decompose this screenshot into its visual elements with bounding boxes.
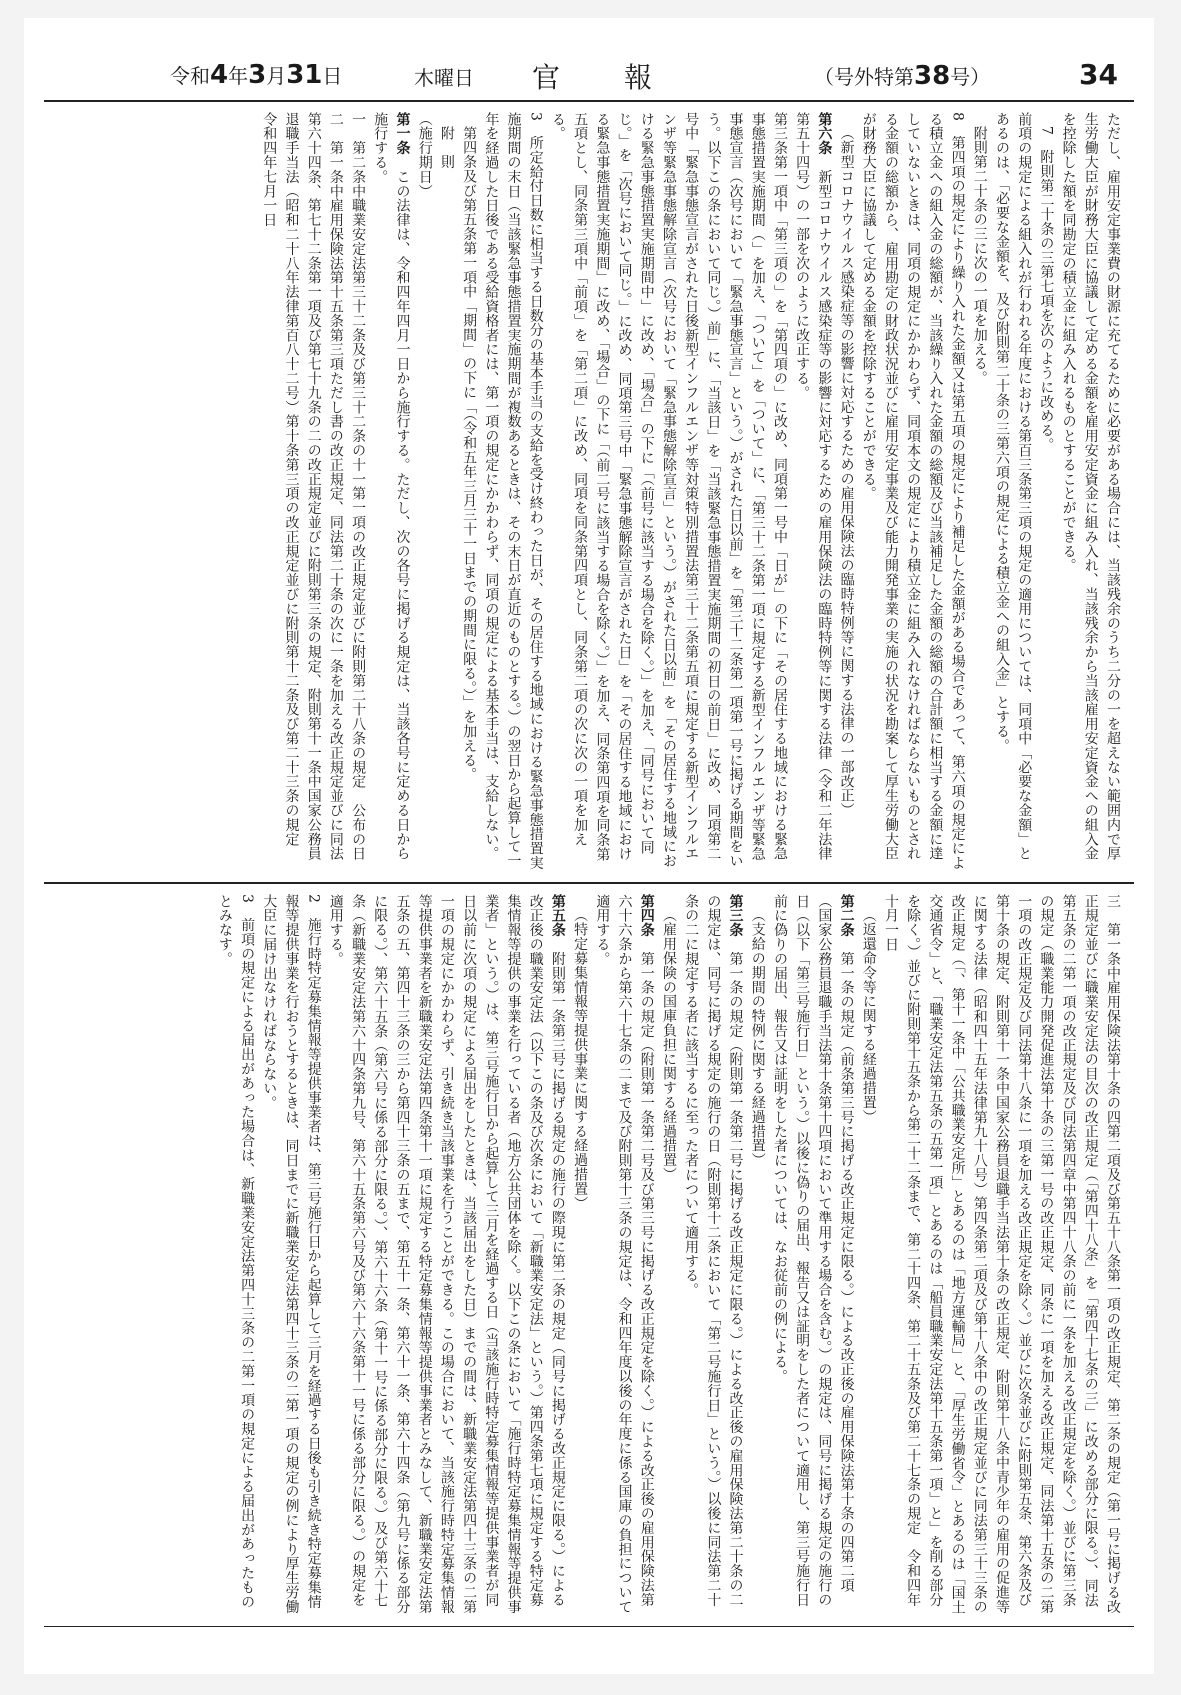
body-paragraph: 第三条第一項中「第三項の」を「第四項の」に改め、同項第一号中「日が」の下に「その居住する地域における緊急事態措置実施期間（」を加え、「ついて」を「ついて」に、「第三十二条第一項に規定する新型インフルエンザ等緊急事態宣言（次号において「緊急事態宣言」という。）がされた日以前」を「第三十二条第一項第一号に掲げる期間をいう。以下この条において同じ。）前」に、「当該日」を「当該緊急事態措置実施期間の初日の前日」に改め、同項第二号中「緊急事態宣言がされた日後新型インフルエンザ等対策特別措置法第三十二条第五項に規定する新型インフルエンザ等緊急事態解除宣言（次号において「緊急事態解除宣言」という。）がされた日以前」を「その居住する地域における緊急事態措置実施期間中」に改め、「場合」の下に「（前号に該当する場合を除く。）」を加え、「同号において同じ。」を「次号において同じ。」に改め、同項第三号中「緊急事態解除宣言がされた日」を「その居住する地域における緊急事態措置実施期間」に改め、「場合」の下に「（前二号に該当する場合を除く。）」を加え、同条第四項を同条第五項とし、同条第三項中「前項」を「第二項」に改め、同項を同条第四項とし、同条第二項の次に次の一項を加える。 bbox=[549, 112, 788, 869]
article-text: 第一条の規定（附則第一条第二号及び第三号に掲げる改正規定を除く。）による改正後の雇用保険法第六十六条から第六十七条の二まで及び附則第十三条の規定は、令和四年度以後の年度に係る国庫の負担について適用する。 bbox=[594, 894, 655, 1614]
heading-line: 7 附則第二十条の三第七項を次のように改める。 bbox=[1038, 126, 1055, 453]
weekday: 木曜日 bbox=[414, 66, 474, 90]
article-text: 新型コロナウイルス感染症等の影響に対応するための雇用保険法の臨時特例等に関する法律（令和二年法律第五十四号）の一部を次のように改正する。 bbox=[794, 112, 833, 861]
body-paragraph: ただし、雇用安定事業費の財源に充てるために必要がある場合には、当該残余のうち二分の一を超えない範囲内で厚生労働大臣が財務大臣に協議して定める金額を雇用安定資金に組み入れ、当該残余から当該雇用安定資金への組入金を控除した額を同勘定の積立金に組み入れるものとすることができる。 bbox=[1060, 112, 1121, 861]
page-header bbox=[44, 52, 1134, 96]
issue-date: 令和4年3月31日 bbox=[170, 60, 343, 90]
article-paragraph bbox=[591, 894, 658, 1618]
page-number: 34 bbox=[1079, 58, 1118, 91]
article-paragraph bbox=[369, 112, 413, 872]
heading-line: 附 則 bbox=[438, 126, 455, 170]
section-divider bbox=[44, 882, 1134, 884]
footer-rule bbox=[44, 1626, 1134, 1627]
article-label: 第一条 bbox=[394, 112, 411, 156]
body-paragraph: 8 第四項の規定により繰り入れた金額又は第五項の規定により補足した金額がある場合であって、第六項の規定による積立金への組入金の総額が、当該繰り入れた金額の総額及び当該補足した金額の総額の合計額に相当する金額に達していないときは、同項の規定にかかわらず、同項本文の規定により積立金に組み入れなければならないものとされる金額の総額から、雇用勘定の財政状況並びに雇用安定事業及び能力開発事業の実施の状況を勘案して厚生労働大臣が財務大臣に協議して定める金額を控除することができる。 bbox=[860, 112, 966, 871]
gazette-title: 官報 bbox=[532, 61, 717, 94]
body-paragraph: 3 前項の規定による届出があった場合は、新職業安定法第四十三条の二第一項の規定による届出があったものとみなす。 bbox=[216, 894, 256, 1609]
article-label: 第六条 bbox=[816, 112, 833, 156]
article-label: 第三条 bbox=[727, 894, 744, 938]
header-rule bbox=[44, 100, 1134, 102]
article-text: 附則第一条第三号に掲げる規定の施行の際現に第二条の規定（同号に掲げる改正規定に限る。）による改正後の職業安定法（以下この条及び次条において「新職業安定法」という。）第四条第七項に規定する特定募集情報等提供の事業を行っている者（地方公共団体を除く。以下この条において「施行時特定募集情報等提供事業者」という。）は、第三号施行日から起算して三月を経過する日（当該施行時特定募集情報等提供事業者が同日以前に次項の規定による届出をしたときは、当該届出をした日）までの間は、新職業安定法第四十三条の二第一項の規定にかかわらず、引き続き当該事業を行うことができる。この場合において、当該施行時特定募集情報等提供事業者を新職業安定法第四条第十一項に規定する特定募集情報等提供事業者とみなして、新職業安定法第五条の五、第四十三条の三から第四十三条の五まで、第五十一条、第六十一条、第六十四条（第九号に係る部分に限る。）、第六十五条（第六号に係る部分に限る。）、第六十六条（第十一号に係る部分に限る。）及び第六十七条（新職業安定法第六十四条第九号、第六十五条第六号及び第六十六条第十一号に係る部分に限る。）の規定を適用する。 bbox=[327, 894, 566, 1614]
body-paragraph: （施行期日） bbox=[416, 112, 433, 199]
heading-line: 附則第二十条の三に次の一項を加える。 bbox=[971, 126, 988, 386]
article-text: 第一条の規定（前条第三号に掲げる改正規定に限る。）による改正後の雇用保険法第十条の四第二項（国家公務員退職手当法第十条第十四項において準用する場合を含む。）の規定は、同号に掲げる規定の施行の日（以下「第三号施行日」という。）以後に偽りの届出、報告又は証明をした者について適用し、第三号施行日前に偽りの届出、報告又は証明をした者については、なお従前の例による。 bbox=[771, 894, 855, 1607]
body-paragraph: 2 施行時特定募集情報等提供事業者は、第三号施行日から起算して三月を経過する日後も引き続き特定募集情報等提供事業を行おうとするときは、同日までに新職業安定法第四十三条の二第一項の規定の例により厚生労働大臣に届け出なければならない。 bbox=[261, 894, 322, 1614]
heading-line: 第四条及び第五条第一項中「期間」の下に「（令和五年三月三十一日までの期間に限る。）」を加える。 bbox=[461, 126, 478, 782]
heading-line: （支給の期間の特例に関する経過措置） bbox=[749, 908, 766, 1168]
article-paragraph bbox=[680, 894, 747, 1618]
article-text: この法律は、令和四年四月一日から施行する。ただし、次の各号に掲げる規定は、当該各号に定める日から施行する。 bbox=[372, 112, 411, 861]
gazette-page bbox=[24, 18, 1154, 1674]
heading-line: （雇用保険の国庫負担に関する経過措置） bbox=[660, 908, 677, 1182]
article-label: 第五条 bbox=[549, 894, 566, 938]
heading-line: （返還命令等に関する経過措置） bbox=[860, 908, 877, 1124]
article-paragraph bbox=[325, 894, 569, 1618]
article-paragraph bbox=[769, 894, 858, 1618]
article-label: 第四条 bbox=[638, 894, 655, 938]
upper-text-block bbox=[60, 112, 1124, 872]
body-paragraph: 三 第一条中雇用保険法第十条の四第二項及び第五十八条第一項の改正規定、第二条の規定（第一号に掲げる改正規定並びに職業安定法の目次の改正規定（「第四十八条」を「第四十七条の三」に改める部分に限る。）、同法第五条の二第一項の改正規定及び同法第四章中第四十八条の前に一条を加える改正規定を除く。）並びに第三条の規定（職業能力開発促進法第十条の三第一号の改正規定、同条に一項を加える改正規定、同法第十五条の二第一項の改正規定及び同法第十八条に一項を加える改正規定を除く。）並びに次条並びに附則第五条、第六条及び第十条の規定、附則第十一条中国家公務員退職手当法第十条の改正規定、附則第十八条中青少年の雇用の促進等に関する法律（昭和四十五年法律第九十八号）第四条第二項及び第十八条中の改正規定並びに同法第三十三条の改正規定（「、第十一条中「公共職業安定所」とあるのは「地方運輸局」と、「厚生労働省令」とあるのは「国土交通省令」と、「職業安定法第五条の五第一項」とあるのは「船員職業安定法第十五条第一項」と」を削る部分を除く。）並びに附則第十五条から第二十二条まで、第二十四条、第二十五条及び第二十七条の規定 令和四年十月一日 bbox=[882, 894, 1121, 1615]
body-paragraph: 二 第一条中雇用保険法第十五条第三項ただし書の改正規定、同法第二十条の次に一条を加える改正規定並びに同法第六十四条、第七十二条第一項及び第七十九条の二の改正規定並びに附則第三条の規定、附則第十一条中国家公務員退職手当法（昭和二十八年法律第百八十二号）第十条第三項の改正規定並びに附則第十二条及び第二十三条の規定 令和四年七月一日 bbox=[261, 112, 344, 861]
body-paragraph: 3 所定給付日数に相当する日数分の基本手当の支給を受け終わった日が、その居住する地域における緊急事態措置実施期間の末日（当該緊急事態措置実施期間が複数あるときは、その末日が直近のものとする。）の翌日から起算して一年を経過した日後である受給資格者には、第一項の規定にかかわらず、同項の規定による基本手当は、支給しない。 bbox=[483, 112, 544, 871]
body-paragraph: 前項の規定による組入れが行われる年度における第百三条第三項の規定の適用については、同項中「必要な金額」とあるのは、「必要な金額を、及び附則第二十条の三第六項の規定による積立金への組入金」とする。 bbox=[993, 112, 1033, 861]
heading-line: （特定募集情報等提供事業に関する経過措置） bbox=[572, 908, 589, 1211]
body-paragraph: 一 第二条中職業安定法第三十二条及び第三十二条の十一第一項の改正規定並びに附則第二十八条の規定 公布の日 bbox=[350, 112, 367, 861]
heading-line: （新型コロナウイルス感染症等の影響に対応するための雇用保険法の臨時特例等に関する法律の一部改正） bbox=[838, 126, 855, 818]
article-paragraph bbox=[791, 112, 835, 872]
lower-text-block bbox=[60, 894, 1124, 1618]
issue-number: （号外特第38号） bbox=[814, 61, 991, 91]
article-text: 第一条の規定（附則第一条第二号に掲げる改正規定に限る。）による改正後の雇用保険法第二十条の二の規定は、同号に掲げる規定の施行の日（附則第十二条において「第二号施行日」という。）以後に同法第二十条の二に規定する者に該当するに至った者について適用する。 bbox=[683, 894, 744, 1608]
article-label: 第二条 bbox=[838, 894, 855, 938]
